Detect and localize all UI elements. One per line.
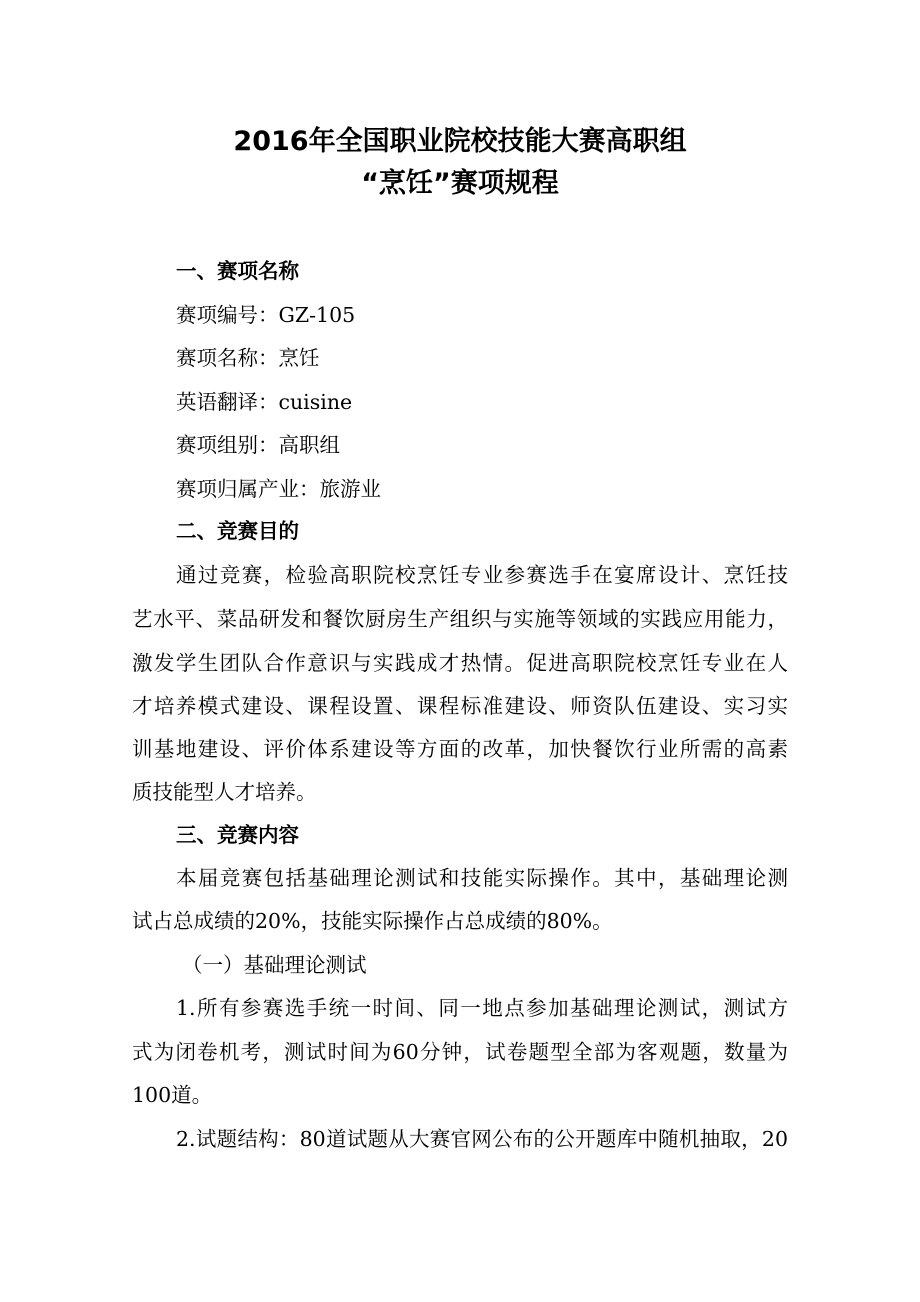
event-code: 赛项编号：GZ-105	[176, 303, 356, 327]
english-translation: 英语翻译：cuisine	[176, 390, 353, 414]
event-group: 赛项组别：高职组	[176, 433, 340, 457]
event-industry: 赛项归属产业：旅游业	[176, 477, 381, 501]
section-2-heading: 二、竞赛目的	[176, 519, 299, 543]
paragraph-line: 100道。	[132, 1083, 213, 1107]
paragraph-line: 试占总成绩的20%，技能实际操作占总成绩的80%。	[132, 909, 613, 933]
paragraph-line: 1.所有参赛选手统一时间、同一地点参加基础理论测试，测试方	[176, 996, 788, 1020]
document-title-line-1: 2016年全国职业院校技能大赛高职组	[233, 126, 687, 157]
paragraph-line: 训基地建设、评价体系建设等方面的改革，加快餐饮行业所需的高素	[132, 737, 788, 761]
event-name: 赛项名称：烹饪	[176, 346, 320, 370]
paragraph-line: 激发学生团队合作意识与实践成才热情。促进高职院校烹饪专业在人	[132, 651, 788, 675]
document-title-line-2: “烹饪”赛项规程	[361, 168, 559, 199]
section-3-heading: 三、竞赛内容	[176, 823, 299, 847]
paragraph-line: 式为闭卷机考，测试时间为60分钟，试卷题型全部为客观题，数量为	[132, 1040, 788, 1064]
section-1-heading: 一、赛项名称	[176, 259, 299, 283]
paragraph-line: 质技能型人才培养。	[132, 780, 317, 804]
subsection-heading: （一）基础理论测试	[182, 953, 367, 977]
paragraph-line: 本届竞赛包括基础理论测试和技能实际操作。其中，基础理论测	[176, 866, 788, 890]
paragraph-line: 艺水平、菜品研发和餐饮厨房生产组织与实施等领域的实践应用能力，	[132, 607, 788, 631]
paragraph-line: 才培养模式建设、课程设置、课程标准建设、师资队伍建设、实习实	[132, 694, 788, 718]
paragraph-line: 2.试题结构：80道试题从大赛官网公布的公开题库中随机抽取，20	[176, 1127, 788, 1151]
paragraph-line: 通过竞赛，检验高职院校烹饪专业参赛选手在宴席设计、烹饪技	[176, 563, 788, 587]
